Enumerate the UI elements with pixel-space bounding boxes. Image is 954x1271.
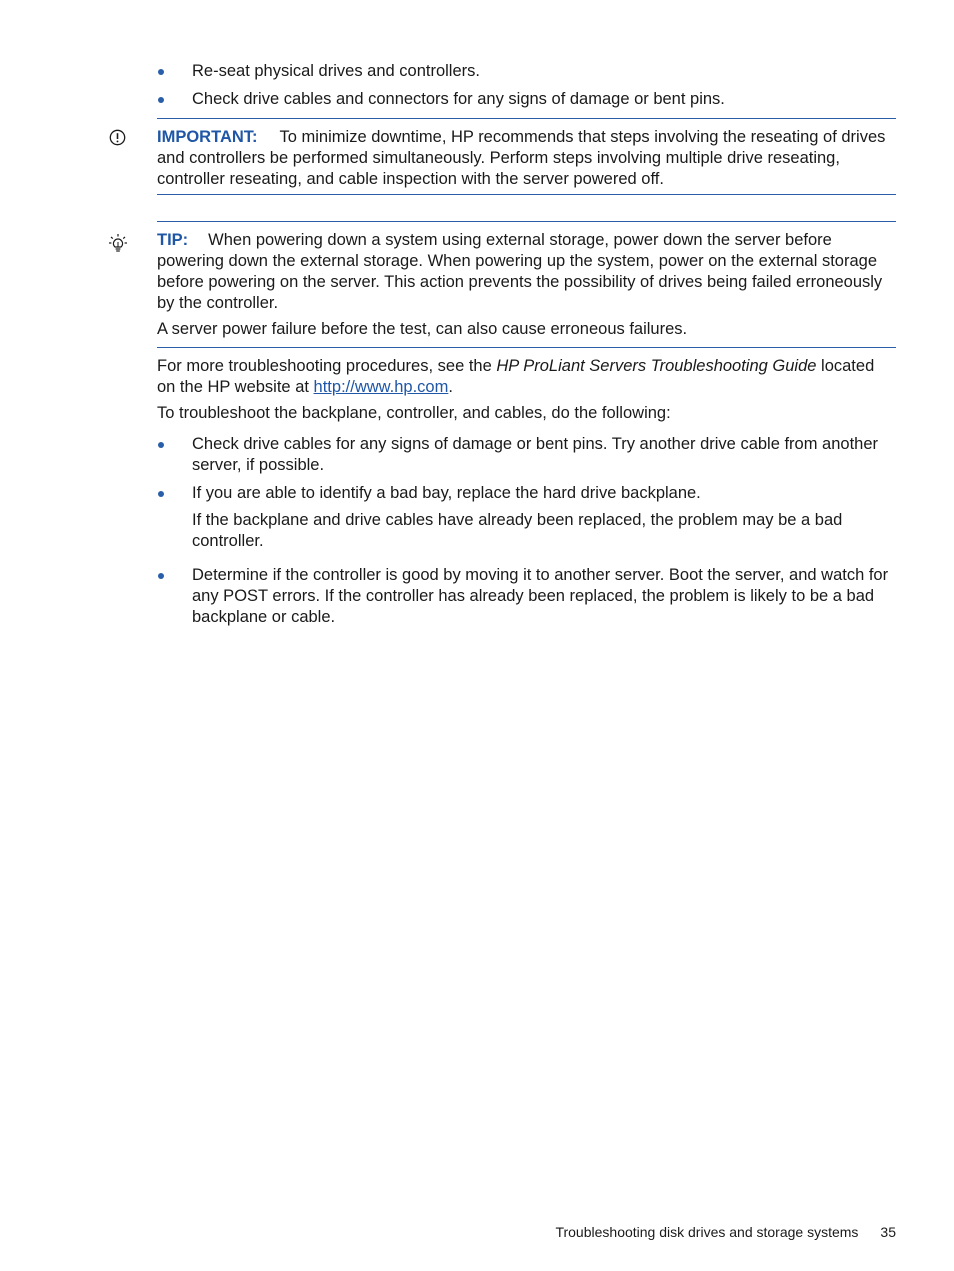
tip-text: When powering down a system using external storage, power down the server before powering down the external storage. When powering up the system, power on the external storage before powering on the server. This action prevents the possibility of drives being failed erroneously by the controller.	[157, 231, 883, 312]
bullet-dot	[158, 442, 164, 448]
list-item: Determine if the controller is good by moving it to another server. Boot the server, and watch for any POST errors. If the controller has already been replaced, the problem is likely to be a bad backplane or cable.	[192, 566, 889, 626]
more-info-paragraph	[157, 356, 897, 398]
important-bottom-rule	[157, 194, 896, 195]
important-top-rule	[157, 118, 896, 119]
list-item-note: If the backplane and drive cables have already been replaced, the problem may be a bad controller.	[192, 511, 843, 550]
tip-label: TIP:	[157, 231, 189, 249]
important-note	[157, 127, 897, 190]
tip-followup: A server power failure before the test, can also cause erroneous failures.	[157, 320, 688, 338]
intro-paragraph: To troubleshoot the backplane, controller, and cables, do the following:	[157, 404, 671, 422]
bullet-dot	[158, 97, 164, 103]
tip-note	[157, 230, 897, 314]
page-number: 35	[880, 1224, 896, 1240]
important-icon	[109, 129, 126, 152]
more-suffix: .	[448, 378, 453, 396]
important-text: To minimize downtime, HP recommends that steps involving the reseating of drives and controllers be performed simultaneously. Perform steps involving multiple drive reseating, controller reseating, and cable inspection with the server powered off.	[157, 128, 886, 188]
guide-title: HP ProLiant Servers Troubleshooting Guide	[496, 357, 817, 375]
hp-website-link[interactable]: http://www.hp.com	[313, 378, 449, 396]
footer-section-title: Troubleshooting disk drives and storage systems	[555, 1224, 859, 1240]
list-item: Re-seat physical drives and controllers.	[192, 62, 480, 80]
bullet-dot	[158, 69, 164, 75]
list-item: Check drive cables and connectors for any signs of damage or bent pins.	[192, 90, 725, 108]
bullet-dot	[158, 573, 164, 579]
tip-bottom-rule	[157, 347, 896, 348]
bullet-dot	[158, 491, 164, 497]
lightbulb-icon	[108, 233, 128, 259]
page-footer	[555, 1222, 896, 1242]
list-item: Check drive cables for any signs of damage or bent pins. Try another drive cable from another server, if possible.	[192, 435, 879, 474]
more-middle: located on the HP website at	[157, 357, 875, 396]
important-label: IMPORTANT:	[157, 128, 258, 146]
list-item: If you are able to identify a bad bay, replace the hard drive backplane.	[192, 484, 701, 502]
tip-top-rule	[157, 221, 896, 222]
more-prefix: For more troubleshooting procedures, see the	[157, 357, 497, 375]
